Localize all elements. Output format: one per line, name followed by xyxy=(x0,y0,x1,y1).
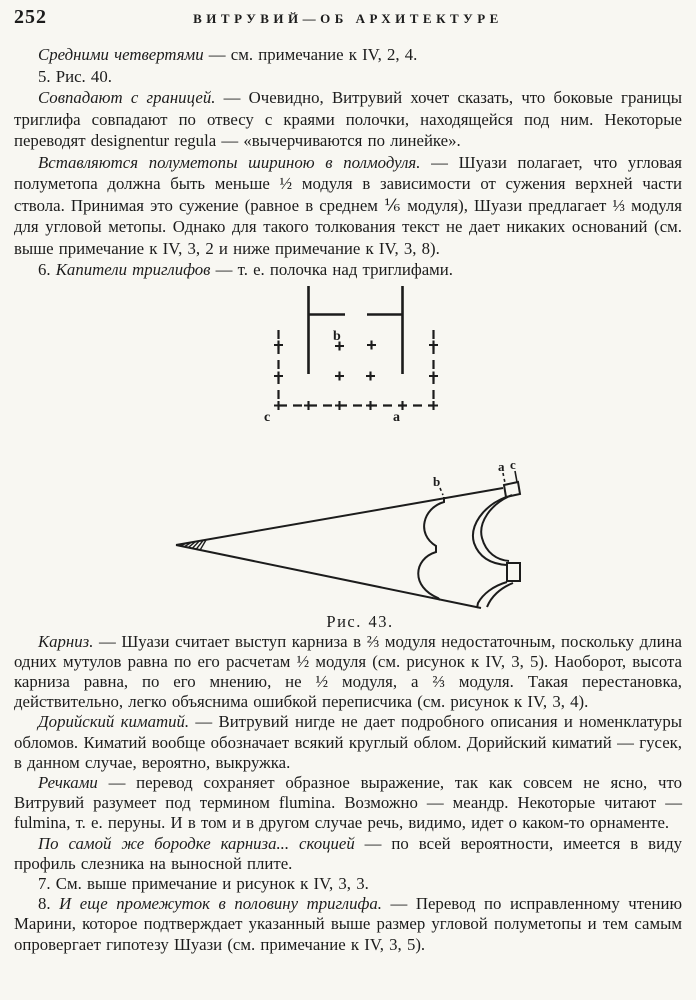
note-paragraph xyxy=(14,44,682,66)
note-lead-italic: По самой же бородке карниза... скоцией xyxy=(38,833,355,853)
note-paragraph xyxy=(14,632,682,713)
note-text: — Перевод по исправленному чтению Марини, которое подтверждает указанный выше размер угловой полуметопы и тем самым опровергает гипотезу Шуази (см. примечание к IV, 3, 5). xyxy=(14,894,683,954)
note-lead-italic: Дорийский киматий. xyxy=(38,712,190,732)
fig43-label-a: a xyxy=(498,458,505,474)
fig43-label-b: b xyxy=(433,473,441,489)
running-title: ВИТРУВИЙ—ОБ АРХИТЕКТУРЕ xyxy=(193,11,503,26)
note-text: — по всей вероятности, имеется в виду профиль слезника на выносной плите. xyxy=(14,833,682,873)
lower-notes-block xyxy=(14,632,682,955)
figure-43-mutule-profile xyxy=(14,457,682,632)
note-text: — Шуази считает выступ карниза в ⅔ модуля недостаточным, поскольку длина одних мутулов равна по его расчетам ½ модуля (см. рисунок к IV, 3, 5). Наоборот, высота карниза равна, по его мнению, не ½ модуля, а ⅔ модуля. Такая перестановка, действительно, легко объяснима ошибкой переписчика (см. рисунок к IV, 3, 4). xyxy=(14,631,682,712)
note-paragraph xyxy=(14,87,682,152)
note-text: — перевод сохраняет образное выражение, так как совсем не ясно, что Витрувий разумеет под термином flumina. Возможно — меандр. Некоторые читают — fulmina, т. е. перуны. И в том и в другом случае речь, видимо, идет о каком-то орнаменте. xyxy=(14,772,682,833)
page-body xyxy=(14,0,682,955)
note-text: — т. е. полочка над триглифами. xyxy=(210,260,453,279)
plus-marks xyxy=(274,340,438,410)
note-lead-italic: Речками xyxy=(38,772,98,792)
note-number: 7. См. выше примечание и рисунок к IV, 3, 3. xyxy=(38,873,369,893)
note-paragraph xyxy=(14,152,682,260)
note-lead-italic: Совпадают с границей. xyxy=(38,88,216,107)
fig42-label-a: a xyxy=(393,409,400,421)
triglyph-plan-drawing xyxy=(262,281,442,421)
note-paragraph xyxy=(14,259,682,281)
note-number: 8. xyxy=(38,894,60,914)
fig42-label-b: b xyxy=(333,328,341,344)
wedge-outline xyxy=(176,482,520,608)
note-number: 5. Рис. 40. xyxy=(38,66,112,86)
figure-43-caption: Рис. 43. xyxy=(326,611,394,631)
figure-42-triglyph-capital-diagram xyxy=(14,281,682,421)
note-paragraph xyxy=(14,894,682,955)
triglyph-solid-lines xyxy=(308,286,404,374)
note-lead-italic: Средними четвертями xyxy=(38,45,204,64)
note-number: 6. xyxy=(38,260,56,279)
note-lead-italic: Вставляются полуметопы шириною в полмодуля. xyxy=(38,152,421,172)
note-lead-italic: Капители триглифов xyxy=(55,260,211,279)
fig43-label-c: c xyxy=(510,456,516,472)
note-text: — Шуази полагает, что угловая полуметопа должна быть меньше ½ модуля в зависимости от сужения верхней части ствола. Принимая это сужение (равное в среднем ⅙ модуля), Шуази предлагает ⅓ модуля для угловой метопы. Однако для такого толкования текст не дает никаких оснований (см. выше примечание к IV, 3, 2 и ниже примечание к IV, 3, 8). xyxy=(14,152,682,258)
note-paragraph xyxy=(14,773,682,834)
note-paragraph xyxy=(14,834,682,874)
page-number: 252 xyxy=(14,6,47,28)
note-text: — Витрувий нигде не дает подробного описания и номенклатуры обломов. Киматий вообще обозначает всякий круглый облом. Дорийский киматий — гусек, в данном случае, вероятно, выкружка. xyxy=(14,712,682,772)
measure-dashed-lines xyxy=(278,330,434,406)
fig42-label-c: c xyxy=(264,409,271,421)
mutule-wedge-drawing xyxy=(168,457,530,611)
note-text: — см. примечание к IV, 2, 4. xyxy=(203,45,418,64)
note-paragraph xyxy=(14,712,682,773)
note-text: — Очевидно, Витрувий хочет сказать, что боковые границы триглифа совпадают по отвесу с краями полочки, находящейся под ним. Некоторые переводят designentur regula — «вычерчиваются по линейке». xyxy=(14,88,682,150)
note-paragraph xyxy=(14,66,682,88)
note-lead-italic: Карниз. xyxy=(38,631,94,651)
note-paragraph xyxy=(14,874,682,894)
note-lead-italic: И еще промежуток в половину триглифа. xyxy=(59,894,383,914)
